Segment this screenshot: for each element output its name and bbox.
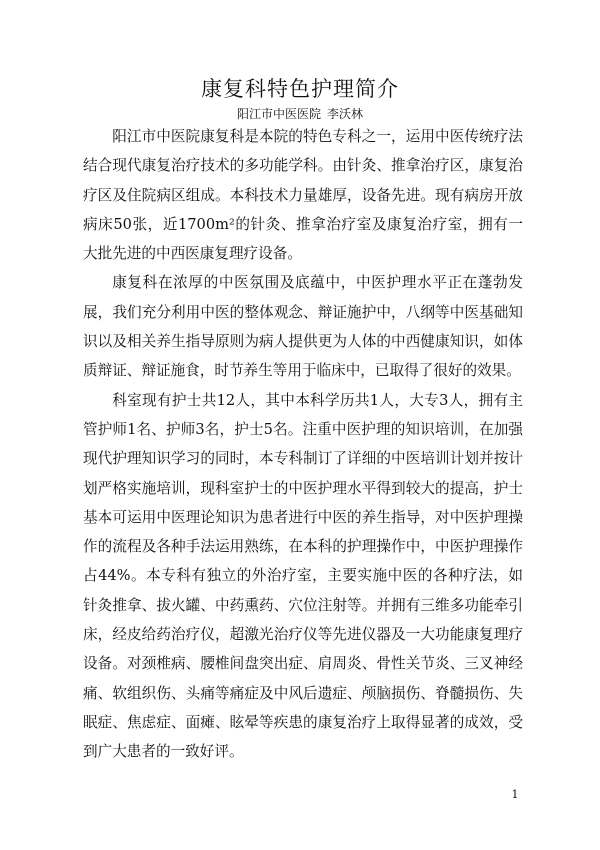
author-name: 李沃林 — [327, 107, 364, 121]
paragraph-nursing-level: 康复科在浓厚的中医氛围及底蕴中，中医护理水平正在蓬勃发展，我们充分利用中医的整体观念、辩证施护中，八纲等中医基础知识以及相关养生指导原则为病人提供更为人体的中西健康知识，如体质辩证、辩证施食，时节养生等用于临床中，已取得了很好的效果。 — [83, 274, 523, 380]
paragraph-introduction: 阳江市中医院康复科是本院的特色专科之一，运用中医传统疗法结合现代康复治疗技术的多功能学科。由针灸、推拿治疗区，康复治疗区及住院病区组成。本科技术力量雄厚，设备先进。现有病房开放病床50张，近1700m²的针灸、推拿治疗室及康复治疗室，拥有一大批先进的中西医康复理疗设备。 — [83, 128, 523, 263]
document-body — [83, 122, 523, 767]
author-line — [0, 106, 600, 122]
author-organization: 阳江市中医医院 — [236, 107, 321, 121]
paragraph-staff-and-treatment: 科室现有护士共12人，其中本科学历共1人，大专3人，拥有主管护师1名、护师3名，护士5名。注重中医护理的知识培训，在加强现代护理知识学习的同时，本专科制订了详细的中医培训计划并按计划严格实施培训，现科室护士的中医护理水平得到较大的提高，护士基本可运用中医理论知识为患者进行中医的养生指导，对中医护理操作的流程及各种手法运用熟练，在本科的护理操作中，中医护理操作占44%。本专科有独立的外治疗室，主要实施中医的各种疗法，如针灸推拿、拔火罐、中药熏药、穴位注射等。并拥有三维多功能牵引床，经皮给药治疗仪，超激光治疗仪等先进仪器及一大功能康复理疗设备。对颈椎病、腰椎间盘突出症、肩周炎、骨性关节炎、三叉神经痛、软组织伤、头痛等痛症及中风后遗症、颅脑损伤、脊髓损伤、失眠症、焦虑症、面瘫、眩晕等疾患的康复治疗上取得显著的成效，受到广大患者的一致好评。 — [83, 391, 523, 761]
page-number: 1 — [511, 788, 519, 801]
document-title: 康复科特色护理简介 — [201, 77, 399, 101]
